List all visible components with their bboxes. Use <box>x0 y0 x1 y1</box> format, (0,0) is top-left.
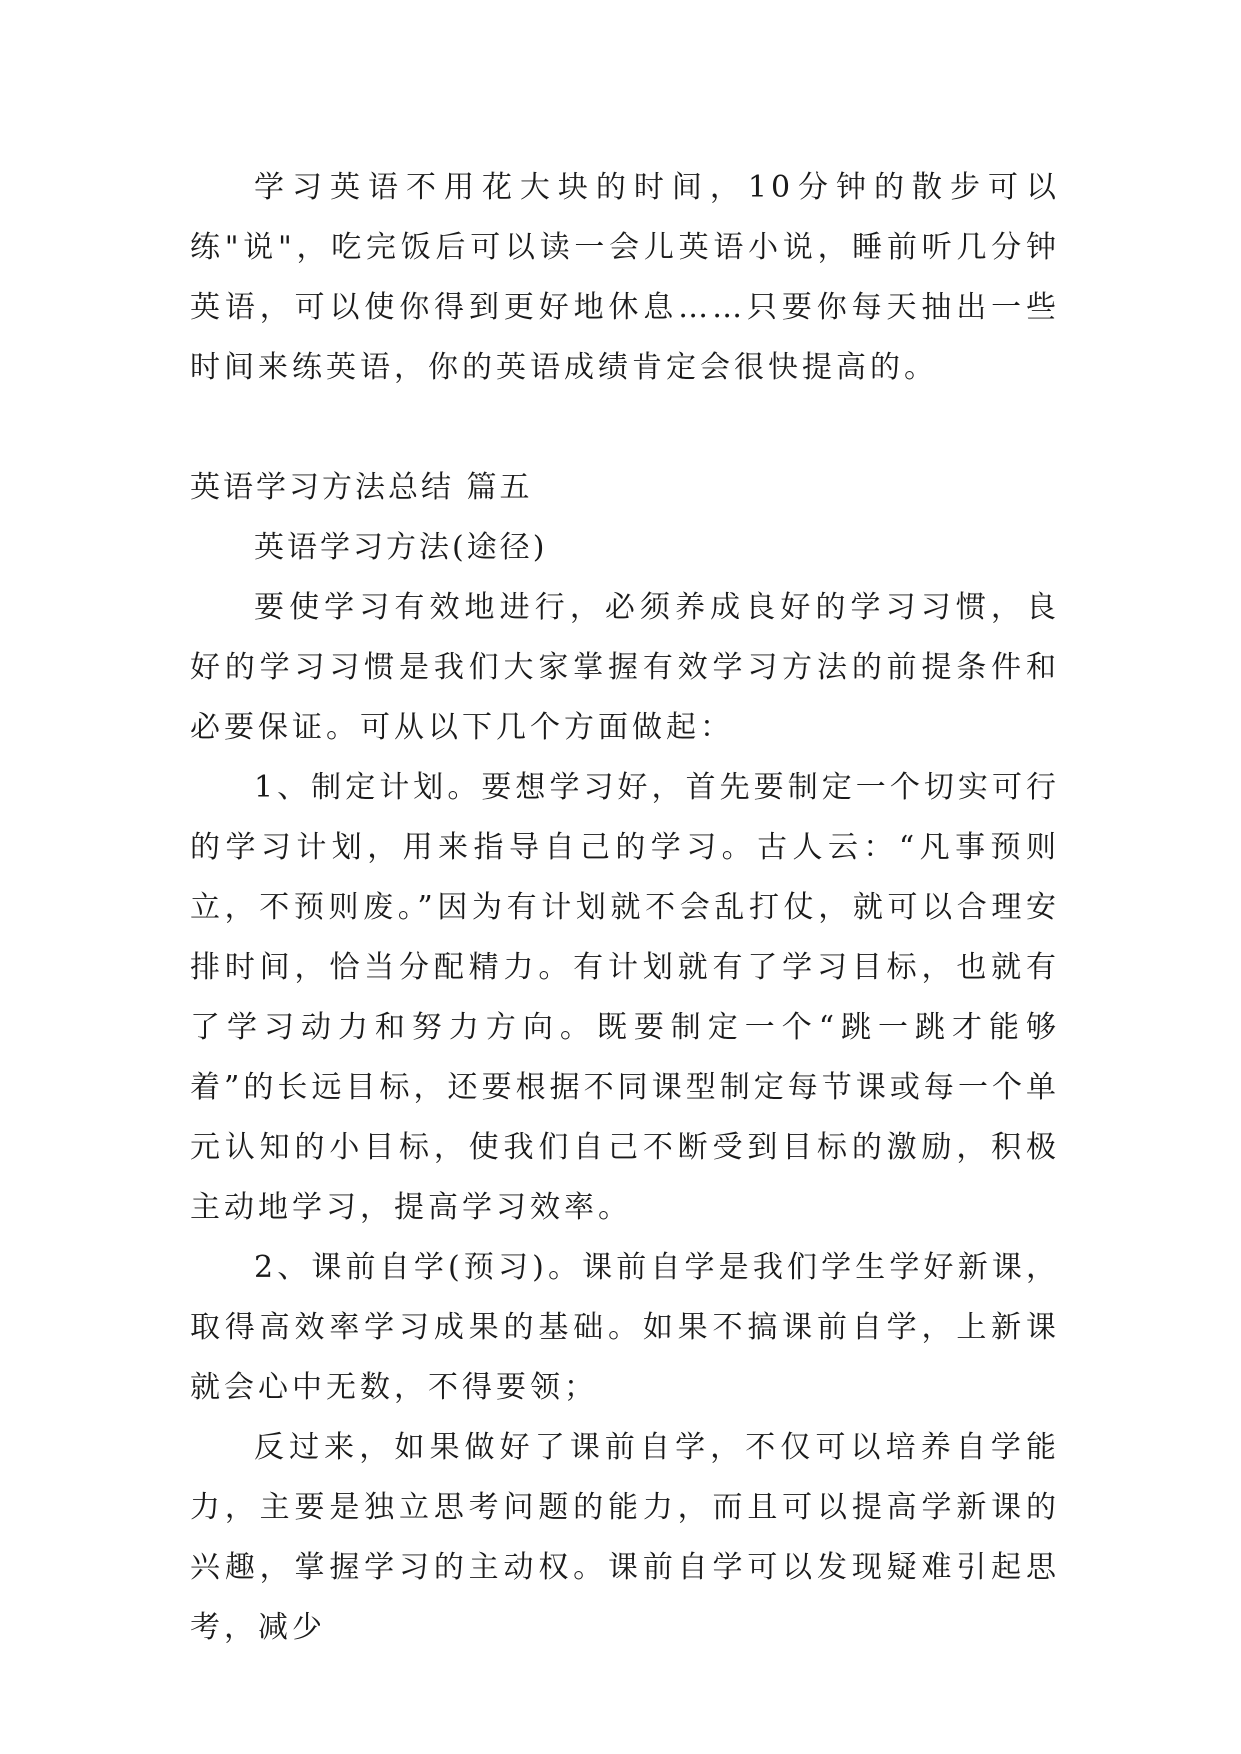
body-paragraph-2: 1、制定计划。要想学习好，首先要制定一个切实可行的学习计划，用来指导自己的学习。古人云：“凡事预则立，不预则废。”因为有计划就不会乱打仗，就可以合理安排时间，恰当分配精力。有计划就有了学习目标，也就有了学习动力和努力方向。既要制定一个“跳一跳才能够着”的长远目标，还要根据不同课型制定每节课或每一个单元认知的小目标，使我们自己不断受到目标的激励，积极主动地学习，提高学习效率。 <box>190 770 1060 1225</box>
body-paragraph-4: 反过来，如果做好了课前自学，不仅可以培养自学能力，主要是独立思考问题的能力，而且可以提高学新课的兴趣，掌握学习的主动权。课前自学可以发现疑难引起思考，减少 <box>190 1430 1060 1645</box>
body-paragraph-3: 2、课前自学(预习)。课前自学是我们学生学好新课，取得高效率学习成果的基础。如果不搞课前自学，上新课就会心中无数，不得要领； <box>190 1250 1060 1405</box>
document-page <box>190 158 1060 1658</box>
subheading: 英语学习方法(途径) <box>254 530 548 565</box>
body-paragraph-1: 要使学习有效地进行，必须养成良好的学习习惯，良好的学习习惯是我们大家掌握有效学习方法的前提条件和必要保证。可从以下几个方面做起： <box>190 590 1060 745</box>
section-title: 英语学习方法总结 篇五 <box>190 470 533 505</box>
intro-paragraph: 学习英语不用花大块的时间，10分钟的散步可以练"说"，吃完饭后可以读一会儿英语小说，睡前听几分钟英语，可以使你得到更好地休息……只要你每天抽出一些时间来练英语，你的英语成绩肯定会很快提高的。 <box>190 170 1060 385</box>
